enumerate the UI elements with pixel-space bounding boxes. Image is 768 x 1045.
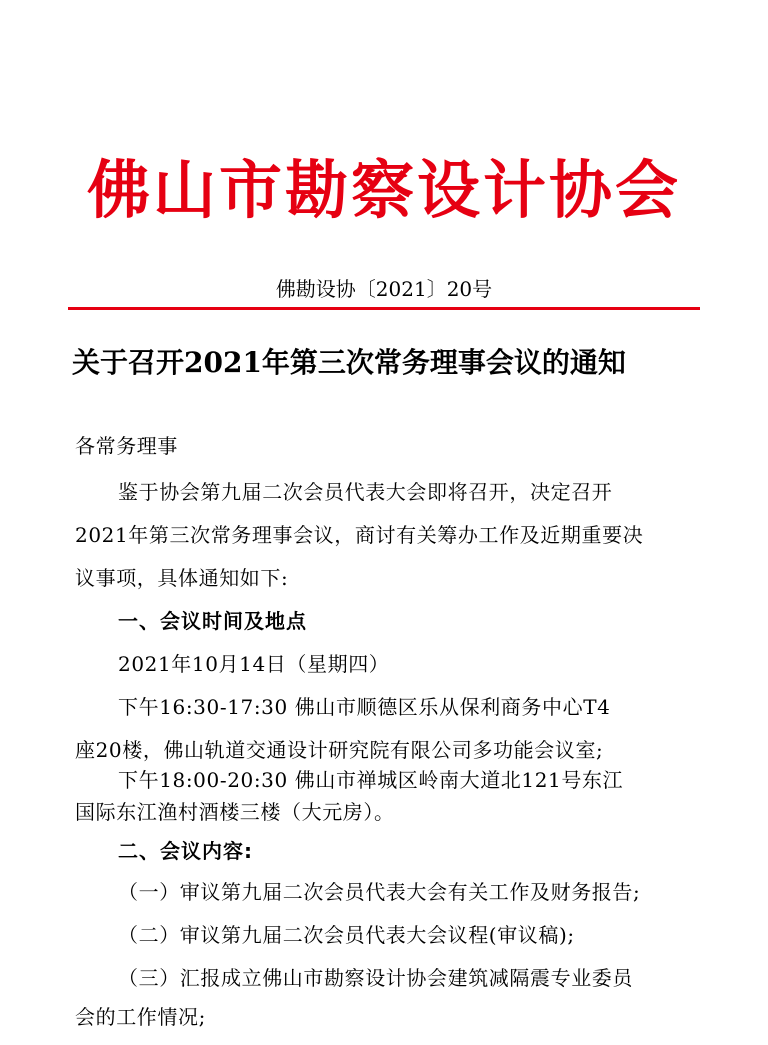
section-heading-time-location: 一、会议时间及地点	[118, 609, 307, 633]
meeting-date: 2021年10月14日（星期四）	[118, 652, 390, 676]
agenda-item-1: （一）审议第九届二次会员代表大会有关工作及财务报告;	[118, 880, 641, 904]
agenda-item-3-line-2: 会的工作情况;	[75, 1005, 206, 1029]
document-number: 佛勘设协〔2021〕20号	[275, 277, 493, 301]
agenda-item-2: （二）审议第九届二次会员代表大会议程(审议稿);	[118, 923, 575, 947]
venue-2-line-1: 下午18:00-20:30 佛山市禅城区岭南大道北121号东江	[118, 768, 624, 792]
venue-1-line-1: 下午16:30-17:30 佛山市顺德区乐从保利商务中心T4	[118, 695, 611, 719]
salutation: 各常务理事	[75, 434, 178, 458]
intro-line-1: 鉴于协会第九届二次会员代表大会即将召开，决定召开	[118, 480, 613, 504]
organization-title: 佛山市勘察设计协会	[87, 153, 681, 227]
notice-title: 关于召开2021年第三次常务理事会议的通知	[72, 346, 626, 379]
venue-1-line-2: 座20楼，佛山轨道交通设计研究院有限公司多功能会议室;	[75, 738, 604, 762]
section-heading-content: 二、会议内容:	[118, 839, 253, 863]
venue-2-line-2: 国际东江渔村酒楼三楼（大元房）。	[75, 800, 395, 824]
red-divider-line	[68, 307, 700, 310]
intro-line-2: 2021年第三次常务理事会议，商讨有关筹办工作及近期重要决	[75, 523, 644, 547]
agenda-item-3-line-1: （三）汇报成立佛山市勘察设计协会建筑减隔震专业委员	[118, 966, 633, 990]
intro-line-3: 议事项，具体通知如下:	[75, 566, 289, 590]
